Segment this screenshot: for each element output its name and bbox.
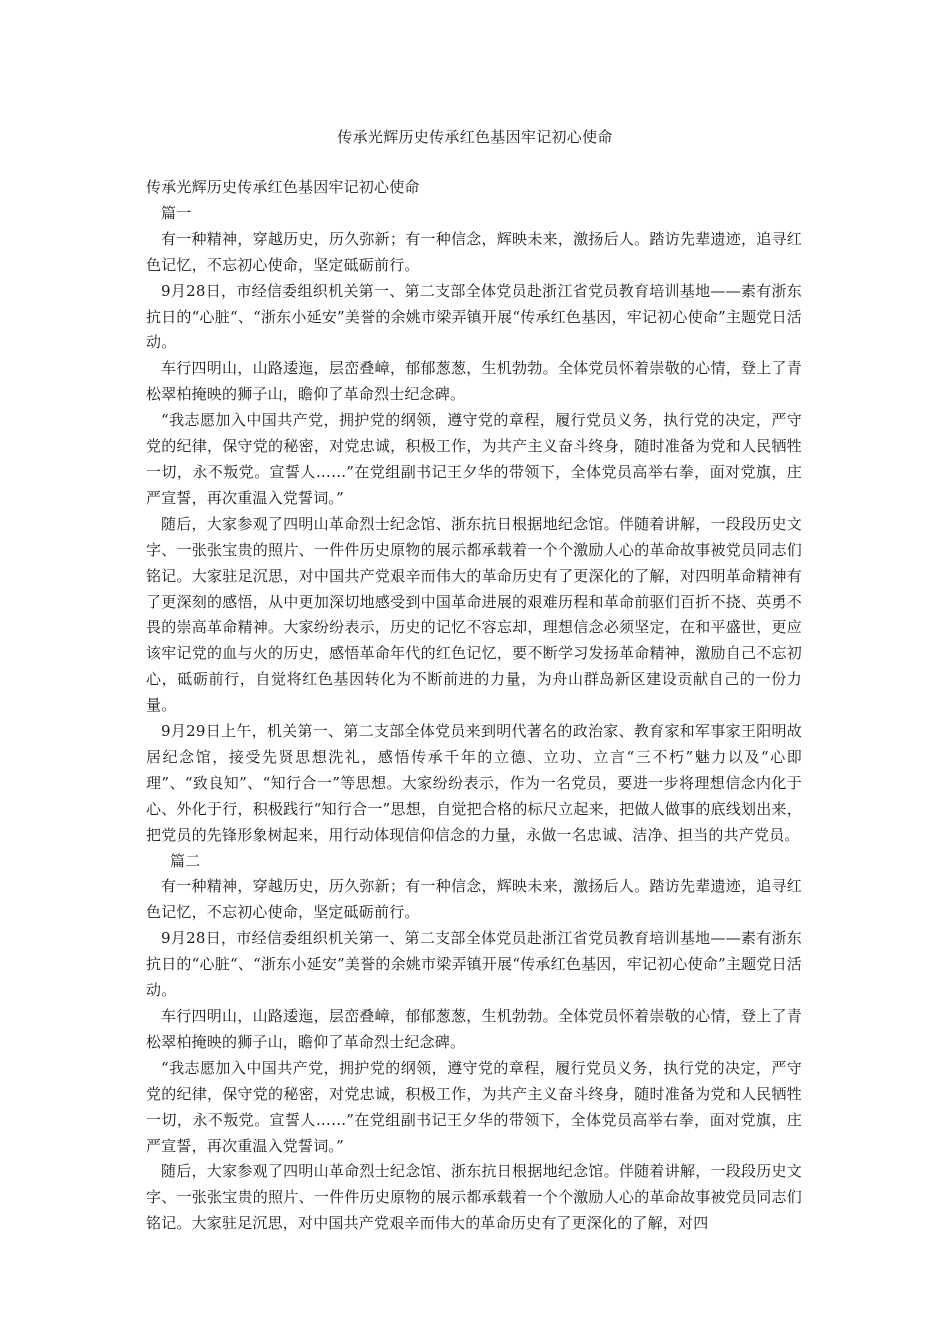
paragraph: 车行四明山，山路逶迤，层峦叠嶂，郁郁葱葱，生机勃勃。全体党员怀着崇敬的心情，登上了青松翠柏掩映的狮子山，瞻仰了革命烈士纪念碑。 <box>146 1007 802 1051</box>
document-body <box>146 175 802 1237</box>
paragraph: “我志愿加入中国共产党，拥护党的纲领，遵守党的章程，履行党员义务，执行党的决定，严守党的纪律，保守党的秘密，对党忠诚，积极工作，为共产主义奋斗终身，随时准备为党和人民牺牲一切，永不叛党。宣誓人……”在党组副书记王夕华的带领下，全体党员高举右拳，面对党旗，庄严宣誓，再次重温入党誓词。” <box>146 411 802 507</box>
paragraph: 9月28日，市经信委组织机关第一、第二支部全体党员赴浙江省党员教育培训基地——素有浙东抗日的“心脏“、“浙东小延安”美誉的余姚市梁弄镇开展“传承红色基因，牢记初心使命”主题党日活动。 <box>146 281 802 352</box>
paragraph: 随后，大家参观了四明山革命烈士纪念馆、浙东抗日根据地纪念馆。伴随着讲解，一段段历史文字、一张张宝贵的照片、一件件历史原物的展示都承载着一个个激励人心的革命故事被党员同志们铭记。大家驻足沉思，对中国共产党艰辛而伟大的革命历史有了更深化的了解，对四 <box>146 1162 802 1233</box>
paragraph: 9月28日，市经信委组织机关第一、第二支部全体党员赴浙江省党员教育培训基地——素有浙东抗日的“心脏“、“浙东小延安”美誉的余姚市梁弄镇开展“传承红色基因，牢记初心使命”主题党日活动。 <box>146 929 802 1000</box>
document-title: 传承光辉历史传承红色基因牢记初心使命 <box>337 128 613 146</box>
paragraph: 有一种精神，穿越历史，历久弥新；有一种信念，辉映未来，激扬后人。踏访先辈遗迹，追寻红色记忆，不忘初心使命，坚定砥砺前行。 <box>146 877 802 922</box>
section-label-1: 篇一 <box>161 203 192 222</box>
document-subtitle: 传承光辉历史传承红色基因牢记初心使命 <box>146 178 420 196</box>
paragraph: 随后，大家参观了四明山革命烈士纪念馆、浙东抗日根据地纪念馆。伴随着讲解，一段段历史文字、一张张宝贵的照片、一件件历史原物的展示都承载着一个个激励人心的革命故事被党员同志们铭记。大家驻足沉思，对中国共产党艰辛而伟大的革命历史有了更深化的了解，对四明革命精神有了更深刻的感悟，从中更加深切地感受到中国革命进展的艰难历程和革命前驱们百折不挠、英勇不畏的崇高革命精神。大家纷纷表示，历史的记忆不容忘却，理想信念必须坚定，在和平盛世，更应该牢记党的血与火的历史，感悟革命年代的红色记忆，要不断学习发扬革命精神，激励自己不忘初心，砥砺前行，自觉将红色基因转化为不断前进的力量，为舟山群岛新区建设贡献自己的一份力量。 <box>146 514 802 715</box>
paragraph: 车行四明山，山路逶迤，层峦叠嶂，郁郁葱葱，生机勃勃。全体党员怀着崇敬的心情，登上了青松翠柏掩映的狮子山，瞻仰了革命烈士纪念碑。 <box>146 359 802 404</box>
paragraph: 有一种精神，穿越历史，历久弥新；有一种信念，辉映未来，激扬后人。踏访先辈遗迹，追寻红色记忆，不忘初心使命，坚定砥砺前行。 <box>146 229 802 274</box>
paragraph: 9月29日上午，机关第一、第二支部全体党员来到明代著名的政治家、教育家和军事家王阳明故居纪念馆，接受先贤思想洗礼，感悟传承千年的立德、立功、立言“三不朽”魅力以及“心即理”、“致良知”、“知行合一”等思想。大家纷纷表示，作为一名党员，要进一步将理想信念内化于心、外化于行，积极践行“知行合一”思想，自觉把合格的标尺立起来，把做人做事的底线划出来，把党员的先锋形象树起来，用行动体现信仰信念的力量，永做一名忠诚、洁净、担当的共产党员。 <box>146 722 802 844</box>
paragraph: “我志愿加入中国共产党，拥护党的纲领，遵守党的章程，履行党员义务，执行党的决定，严守党的纪律，保守党的秘密，对党忠诚，积极工作，为共产主义奋斗终身，随时准备为党和人民牺牲一切，永不叛党。宣誓人……”在党组副书记王夕华的带领下，全体党员高举右拳，面对党旗，庄严宣誓，再次重温入党誓词。” <box>146 1058 802 1155</box>
section-label-2: 篇二 <box>170 851 201 870</box>
